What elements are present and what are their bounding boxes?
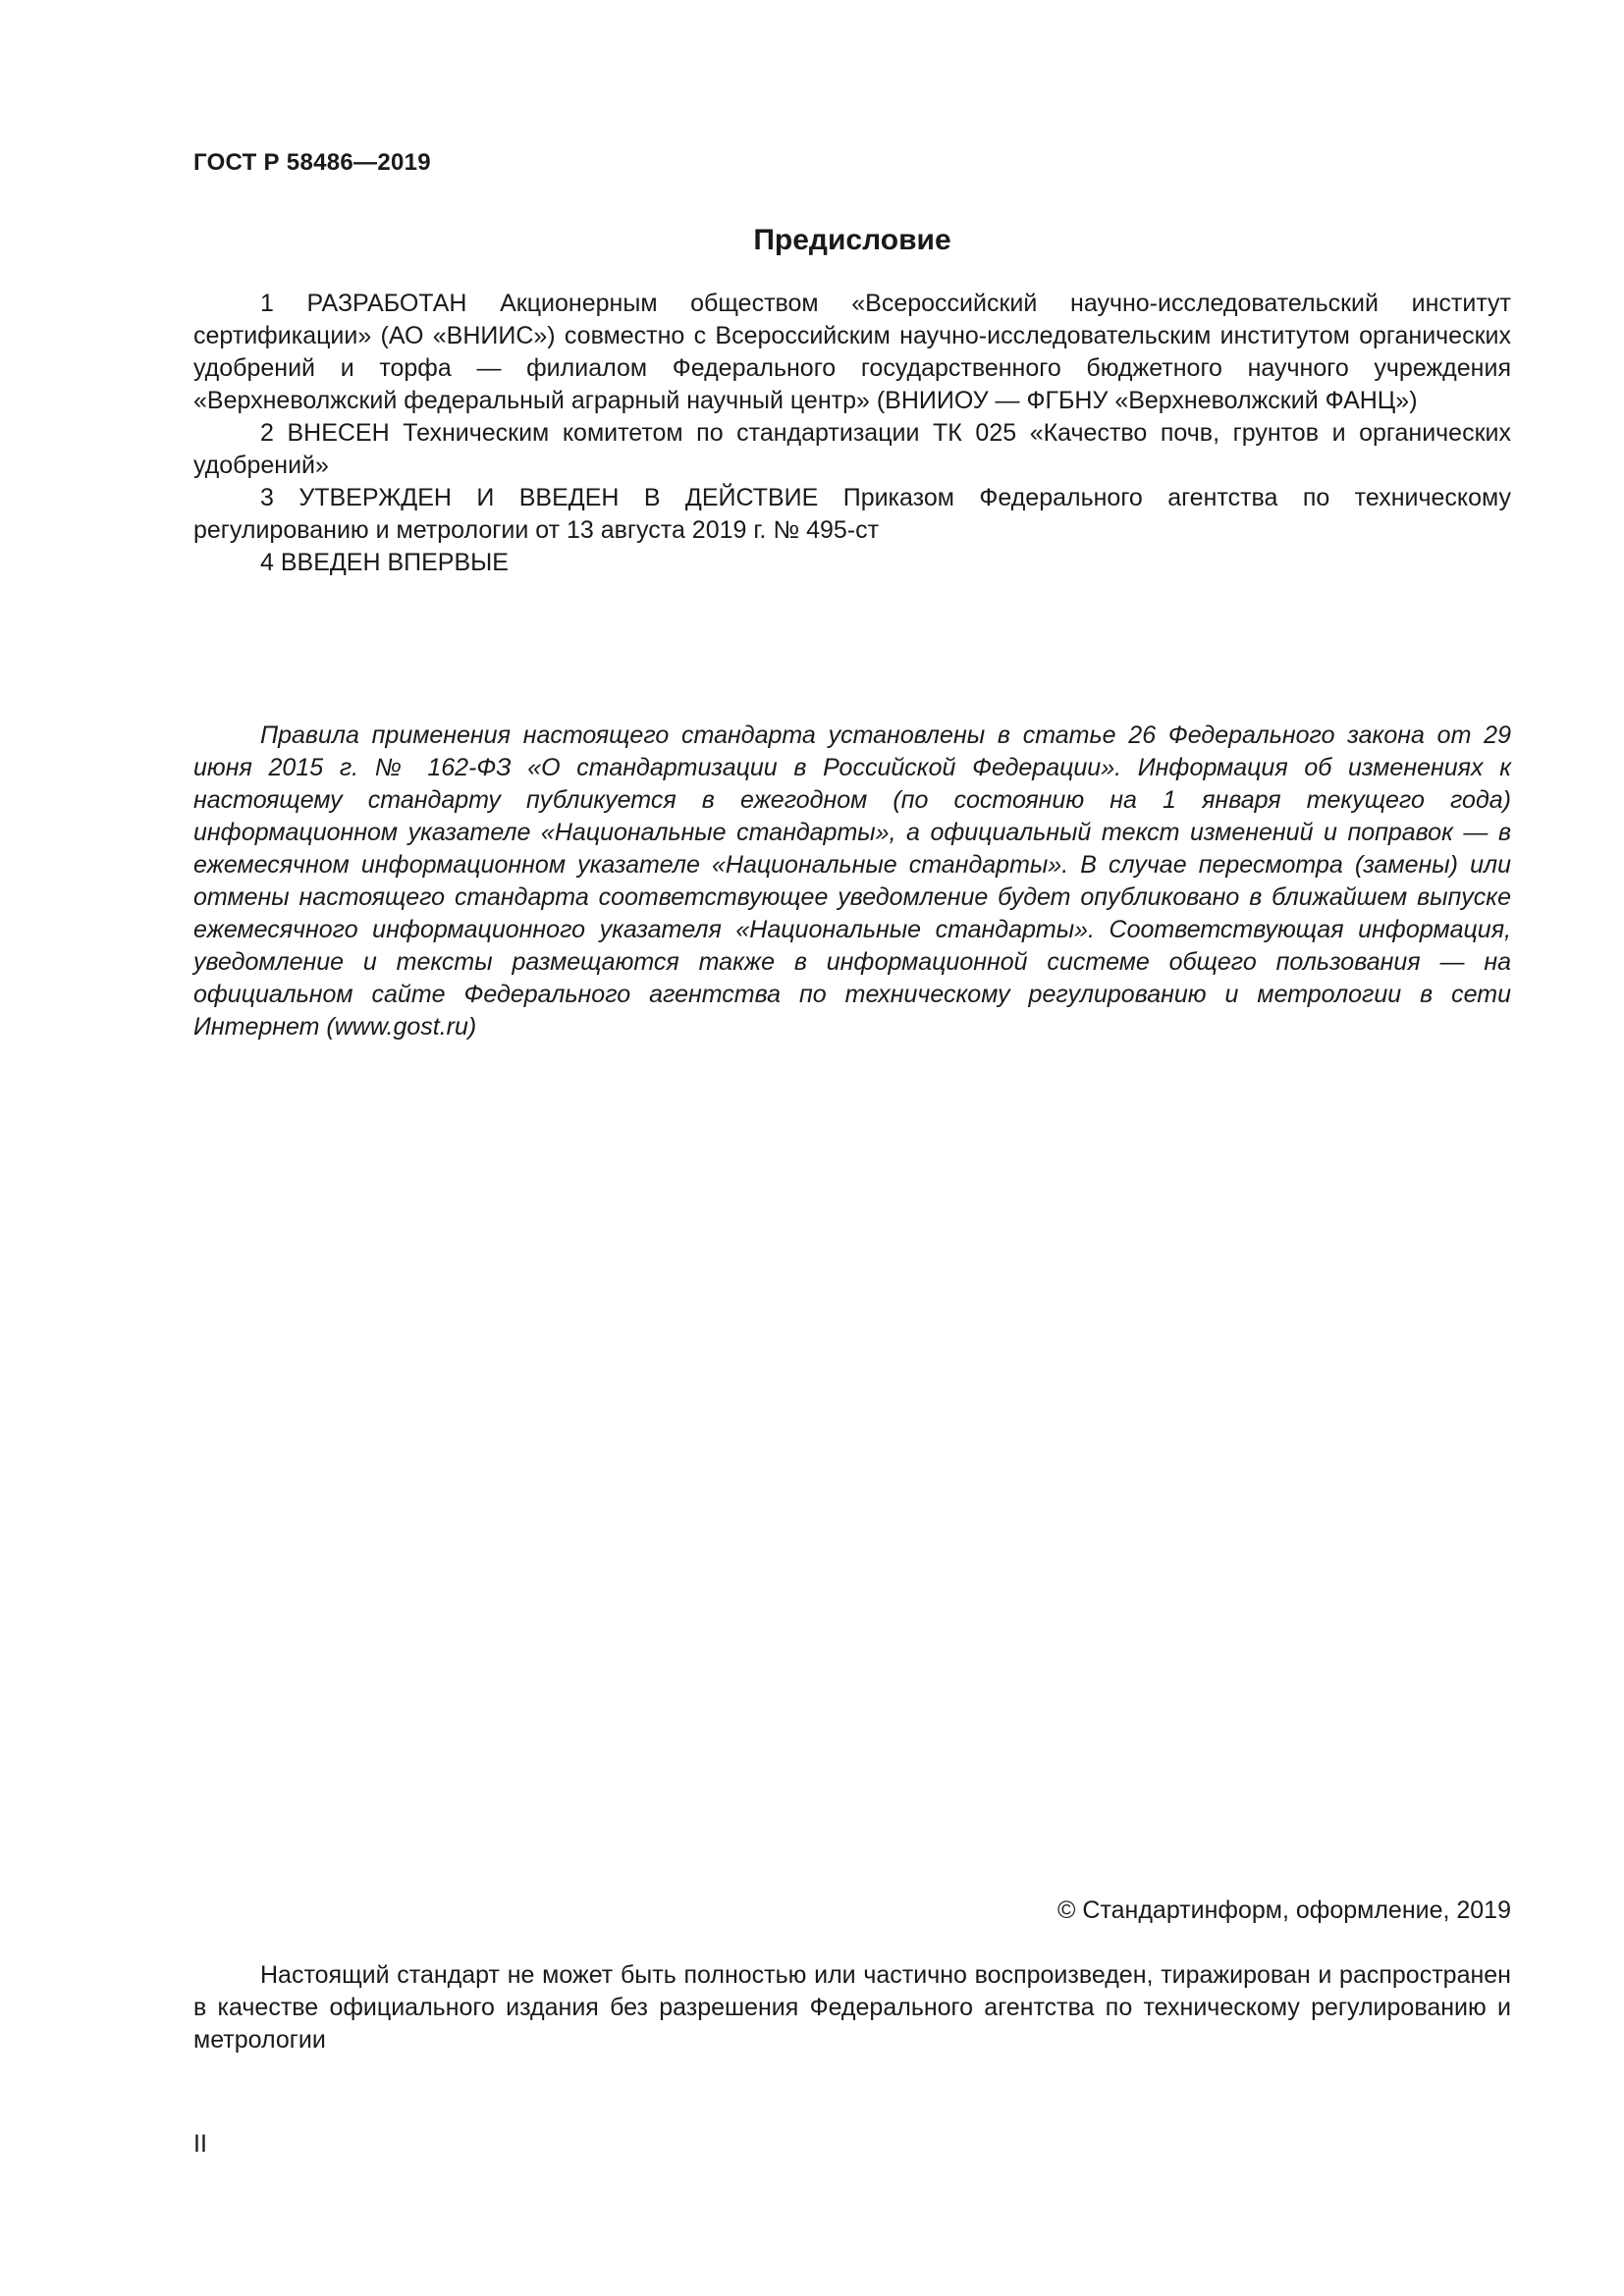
page-title: Предисловие: [753, 224, 951, 256]
foreword-item-introduced: 2 ВНЕСЕН Техническим комитетом по стандартизации ТК 025 «Качество почв, грунтов и органических удобрений»: [193, 419, 1511, 479]
foreword-item-first-introduced: 4 ВВЕДЕН ВПЕРВЫЕ: [260, 549, 509, 576]
reproduction-notice: [193, 1959, 1511, 2056]
document-code: ГОСТ Р 58486—2019: [193, 149, 431, 176]
foreword-item-developed: 1 РАЗРАБОТАН Акционерным обществом «Всероссийский научно-исследовательский институт сертификации» (АО «ВНИИС») совместно с Всероссийским научно-исследовательским институтом органических удобрений и торфа — филиалом Федерального государственного бюджетного научного учреждения «Верхневолжский федеральный аграрный научный центр» (ВНИИОУ — ФГБНУ «Верхневолжский ФАНЦ»): [193, 290, 1511, 414]
copyright-line: © Стандартинформ, оформление, 2019: [1057, 1896, 1511, 1924]
rules-paragraph: [193, 720, 1511, 1043]
foreword-item-approved: 3 УТВЕРЖДЕН И ВВЕДЕН В ДЕЙСТВИЕ Приказом Федерального агентства по техническому регулированию и метрологии от 13 августа 2019 г. № 495-ст: [193, 484, 1511, 544]
foreword-items: [193, 288, 1511, 579]
rules-text: Правила применения настоящего стандарта установлены в статье 26 Федерального закона от 29 июня 2015 г. № 162-ФЗ «О стандартизации в Российской Федерации». Информация об изменениях к настоящему стандарту публикуется в ежегодном (по состоянию на 1 января текущего года) информационном указателе «Национальные стандарты», а официальный текст изменений и поправок — в ежемесячном информационном указателе «Национальные стандарты». В случае пересмотра (замены) или отмены настоящего стандарта соответствующее уведомление будет опубликовано в ближайшем выпуске ежемесячного информационного указателя «Национальные стандарты». Соответствующая информация, уведомление и тексты размещаются также в информационной системе общего пользования — на официальном сайте Федерального агентства по техническому регулированию и метрологии в сети Интернет (www.gost.ru): [193, 721, 1511, 1041]
page-number: II: [193, 2130, 207, 2158]
notice-text: Настоящий стандарт не может быть полностью или частично воспроизведен, тиражирован и распространен в качестве официального издания без разрешения Федерального агентства по техническому регулированию и метрологии: [193, 1961, 1511, 2054]
